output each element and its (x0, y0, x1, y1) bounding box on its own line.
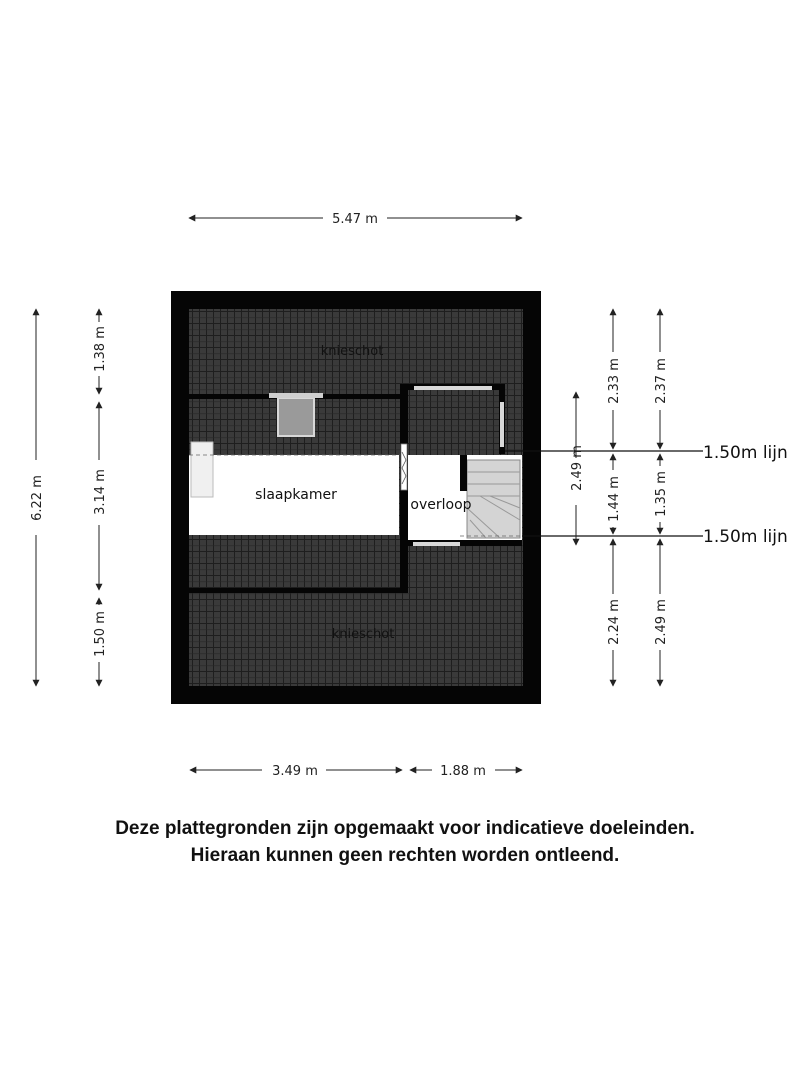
label-knieschot-bottom: knieschot (331, 627, 395, 642)
svg-text:1.35 m: 1.35 m (654, 471, 669, 517)
svg-text:3.14 m: 3.14 m (93, 469, 108, 515)
svg-text:1.50 m: 1.50 m (93, 611, 108, 657)
svg-text:2.49 m: 2.49 m (654, 599, 669, 645)
svg-text:2.49 m: 2.49 m (570, 445, 585, 491)
svg-text:2.37 m: 2.37 m (654, 358, 669, 404)
svg-text:1.38 m: 1.38 m (93, 326, 108, 372)
window-overloop (413, 542, 460, 546)
line-150-lower (522, 527, 788, 547)
wall-stair-left (460, 455, 467, 491)
disclaimer-line-1: Deze plattegronden zijn opgemaakt voor indicatieve doeleinden. (115, 818, 695, 839)
dim-top (189, 212, 522, 227)
svg-text:1.88 m: 1.88 m (440, 764, 486, 779)
window-side (500, 402, 504, 447)
svg-text:5.47 m: 5.47 m (332, 212, 378, 227)
dim-right-a (570, 392, 585, 545)
skylight-frame (269, 393, 323, 398)
svg-text:2.24 m: 2.24 m (607, 599, 622, 645)
svg-text:1.50m lijn: 1.50m lijn (703, 527, 788, 547)
cupboard (191, 442, 213, 497)
dim-right-c (654, 309, 669, 686)
svg-text:3.49 m: 3.49 m (272, 764, 318, 779)
dim-left-segments (93, 309, 108, 686)
svg-text:1.44 m: 1.44 m (607, 476, 622, 522)
svg-text:6.22 m: 6.22 m (30, 475, 45, 521)
wall-lower-horizontal (189, 588, 404, 593)
svg-text:2.33 m: 2.33 m (607, 358, 622, 404)
label-overloop: overloop (410, 497, 472, 513)
label-knieschot-top: knieschot (320, 344, 384, 359)
line-150-upper (505, 443, 788, 463)
door (401, 444, 407, 490)
dim-right-b (607, 309, 622, 686)
skylight (278, 398, 314, 436)
dim-left-total (30, 309, 45, 686)
window-dormer (414, 386, 492, 390)
disclaimer-line-2: Hieraan kunnen geen rechten worden ontleend. (190, 845, 620, 866)
dim-bottom (190, 764, 522, 779)
svg-text:1.50m lijn: 1.50m lijn (703, 443, 788, 463)
label-slaapkamer: slaapkamer (255, 487, 337, 503)
